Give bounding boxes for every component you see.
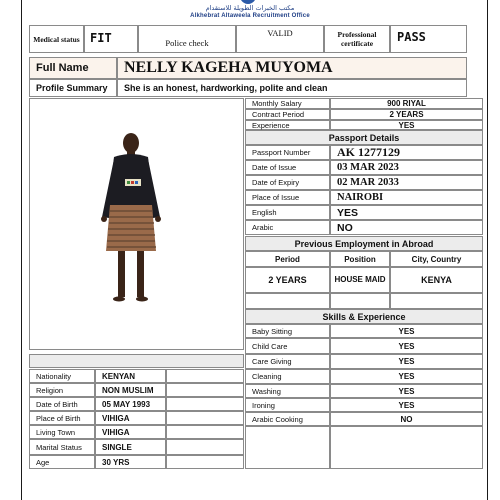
child-care-label: Child Care	[245, 338, 330, 354]
contract-period-label: Contract Period	[245, 109, 330, 120]
arabic-value: NO	[330, 220, 483, 235]
police-check-value: VALID	[236, 25, 324, 53]
previous-employment-heading: Previous Employment in Abroad	[245, 236, 483, 251]
full-name-label: Full Name	[29, 57, 117, 79]
english-label: English	[245, 205, 330, 220]
arabic-cooking-value: NO	[330, 412, 483, 426]
profile-summary-label: Profile Summary	[29, 79, 117, 97]
personal-empty-cell	[166, 425, 244, 439]
employment-empty-cell	[390, 293, 483, 309]
place-of-birth-label: Place of Birth	[29, 411, 95, 425]
marital-status-value: SINGLE	[95, 439, 166, 455]
candidate-figure	[30, 99, 243, 349]
candidate-photo	[29, 98, 244, 350]
page-right-border	[487, 0, 488, 500]
contract-period-value: 2 YEARS	[330, 109, 483, 120]
personal-empty-cell	[166, 369, 244, 383]
care-giving-value: YES	[330, 354, 483, 369]
employment-header-city-country: City, Country	[390, 251, 483, 267]
baby-sitting-value: YES	[330, 324, 483, 338]
date-of-issue-label: Date of Issue	[245, 160, 330, 175]
medical-status-value: FIT	[84, 25, 138, 53]
cleaning-value: YES	[330, 369, 483, 384]
full-name-value: NELLY KAGEHA MUYOMA	[117, 57, 467, 79]
personal-empty-cell	[166, 383, 244, 397]
age-value: 30 YRS	[95, 455, 166, 469]
washing-value: YES	[330, 384, 483, 398]
place-of-issue-value: NAIROBI	[330, 190, 483, 205]
date-of-issue-value: 03 MAR 2023	[330, 160, 483, 175]
employment-position-value: HOUSE MAID	[330, 267, 390, 293]
nationality-label: Nationality	[29, 369, 95, 383]
police-check-label: Police check	[138, 25, 236, 53]
office-name-english: Alkhebrat Altaweela Recruitment Office	[190, 13, 310, 19]
personal-empty-cell	[166, 397, 244, 411]
monthly-salary-label: Monthly Salary	[245, 98, 330, 109]
professional-certificate-label: Professional certificate	[324, 25, 390, 53]
english-value: YES	[330, 205, 483, 220]
monthly-salary-value: 900 RIYAL	[330, 98, 483, 109]
nationality-value: KENYAN	[95, 369, 166, 383]
ironing-value: YES	[330, 398, 483, 412]
personal-empty-cell	[166, 455, 244, 469]
profile-summary-value: She is an honest, hardworking, polite and clean	[117, 79, 467, 97]
age-label: Age	[29, 455, 95, 469]
arabic-cooking-label: Arabic Cooking	[245, 412, 330, 426]
employment-empty-cell	[330, 293, 390, 309]
baby-sitting-label: Baby Sitting	[245, 324, 330, 338]
experience-label: Experience	[245, 120, 330, 130]
experience-value: YES	[330, 120, 483, 130]
date-of-expiry-value: 02 MAR 2033	[330, 175, 483, 190]
passport-number-label: Passport Number	[245, 145, 330, 160]
religion-value: NON MUSLIM	[95, 383, 166, 397]
employment-header-position: Position	[330, 251, 390, 267]
skills-empty-cell	[245, 426, 330, 469]
ironing-label: Ironing	[245, 398, 330, 412]
living-town-value: VIHIGA	[95, 425, 166, 439]
employment-period-value: 2 YEARS	[245, 267, 330, 293]
employment-header-period: Period	[245, 251, 330, 267]
medical-status-label: Medical status	[29, 25, 84, 53]
office-name-arabic: مكتب الخبرات الطويلة للاستقدام	[205, 4, 295, 12]
personal-empty-cell	[166, 411, 244, 425]
religion-label: Religion	[29, 383, 95, 397]
washing-label: Washing	[245, 384, 330, 398]
place-of-birth-value: VIHIGA	[95, 411, 166, 425]
child-care-value: YES	[330, 338, 483, 354]
professional-certificate-value: PASS	[390, 25, 467, 53]
skills-experience-heading: Skills & Experience	[245, 309, 483, 324]
employment-empty-cell	[245, 293, 330, 309]
living-town-label: Living Town	[29, 425, 95, 439]
personal-info-heading-bar	[29, 354, 244, 368]
skills-empty-cell	[330, 426, 483, 469]
passport-number-value: AK 1277129	[330, 145, 483, 160]
care-giving-label: Care Giving	[245, 354, 330, 369]
page-left-border	[21, 0, 22, 500]
marital-status-label: Marital Status	[29, 439, 95, 455]
personal-empty-cell	[166, 439, 244, 455]
date-of-birth-label: Date of Birth	[29, 397, 95, 411]
cleaning-label: Cleaning	[245, 369, 330, 384]
arabic-label: Arabic	[245, 220, 330, 235]
employment-city-country-value: KENYA	[390, 267, 483, 293]
date-of-birth-value: 05 MAY 1993	[95, 397, 166, 411]
date-of-expiry-label: Date of Expiry	[245, 175, 330, 190]
place-of-issue-label: Place of Issue	[245, 190, 330, 205]
passport-details-heading: Passport Details	[245, 130, 483, 145]
